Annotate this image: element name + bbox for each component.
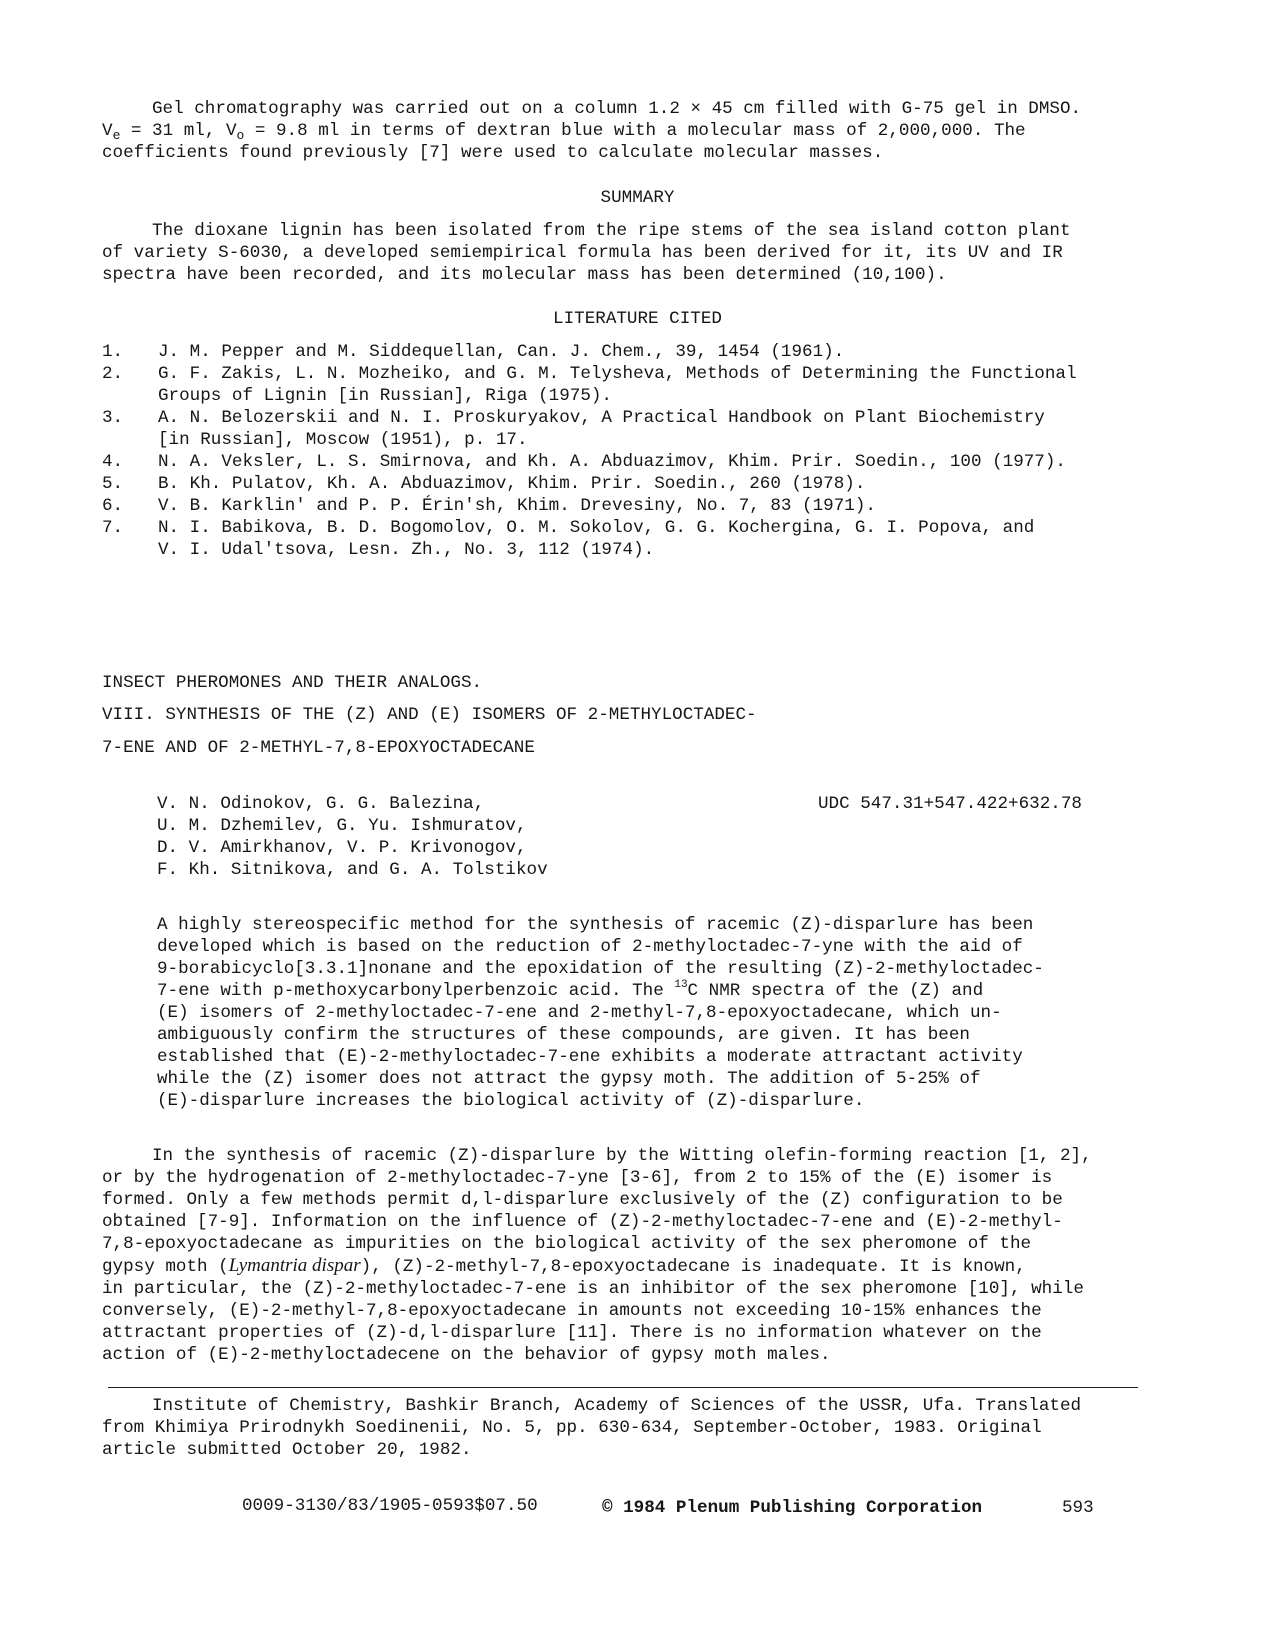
summary-heading: SUMMARY <box>600 188 675 208</box>
reference-7 <box>102 517 1142 561</box>
footnote: Institute of Chemistry, Bashkir Branch, Academy of Sciences of the USSR, Ufa. Translated from Khimiya Prirodnykh Soedinenii, No. 5, pp. 630-634, September-October, 1983. Original article submitted October 20, 1982. <box>102 1396 1082 1460</box>
footnote-divider <box>108 1387 1138 1388</box>
article-series-title: INSECT PHEROMONES AND THEIR ANALOGS. <box>102 673 483 693</box>
reference-text: N. I. Babikova, B. D. Bogomolov, O. M. Sokolov, G. G. Kochergina, G. I. Popova, and V. I. Udal'tsova, Lesn. Zh., No. 3, 112 (1974). <box>158 518 1035 560</box>
ve-symbol: V <box>102 121 113 141</box>
reference-number: 5. <box>102 474 124 494</box>
reference-number: 7. <box>102 518 124 538</box>
author-list: V. N. Odinokov, G. G. Balezina, U. M. Dzhemilev, G. Yu. Ishmuratov, D. V. Amirkhanov, V. P. Krivonogov, F. Kh. Sitnikova, and G. A. Tolstikov <box>157 794 548 880</box>
reference-number: 4. <box>102 452 124 472</box>
gel-line-1: Gel chromatography was carried out on a column 1.2 × 45 cm filled with G-75 gel in DMSO. <box>152 99 1082 119</box>
abstract <box>157 914 1147 1112</box>
reference-number: 6. <box>102 496 124 516</box>
reference-text: A. N. Belozerskii and N. I. Proskuryakov, A Practical Handbook on Plant Biochemistry [in Russian], Moscow (1951), p. 17. <box>158 408 1045 450</box>
reference-number: 2. <box>102 364 124 384</box>
gel-line-2 <box>102 120 1182 142</box>
reference-2 <box>102 363 1142 407</box>
reference-3 <box>102 407 1142 451</box>
footer-code: 0009-3130/83/1905-0593$07.50 <box>242 1496 538 1516</box>
body-text-part-2: ), (Z)-2-methyl-7,8-epoxyoctadecane is inadequate. It is known, in particular, the (Z)-2-methyloctadec-7-ene is an inhibitor of the sex pheromone [10], while conversely, (E)-2-methyl-7,8-epoxyoctadecane in amounts not exceeding 10-15% enhances the attractant properties of (Z)-d,l-disparlure [11]. There is no information whatever on the action of (E)-2-methyloctadecene on the behavior of gypsy moth males. <box>102 1257 1084 1365</box>
gel-paragraph <box>102 98 1182 164</box>
literature-heading: LITERATURE CITED <box>553 309 722 329</box>
reference-text: N. A. Veksler, L. S. Smirnova, and Kh. A. Abduazimov, Khim. Prir. Soedin., 100 (1977). <box>158 452 1066 472</box>
footer-copyright: © 1984 Plenum Publishing Corporation <box>602 1498 983 1518</box>
reference-5 <box>102 473 1142 495</box>
reference-6 <box>102 495 1142 517</box>
reference-4 <box>102 451 1142 473</box>
gel-line-3: coefficients found previously [7] were used to calculate molecular masses. <box>102 143 884 163</box>
ve-value: = 31 ml, V <box>120 121 237 141</box>
gel-line-2-rest: = 9.8 ml in terms of dextran blue with a molecular mass of 2,000,000. The <box>244 121 1026 141</box>
reference-text: J. M. Pepper and M. Siddequellan, Can. J. Chem., 39, 1454 (1961). <box>158 342 845 362</box>
species-name: Lymantria dispar <box>228 1255 361 1276</box>
body-paragraph <box>102 1145 1192 1366</box>
reference-text: G. F. Zakis, L. N. Mozheiko, and G. M. Telysheva, Methods of Determining the Functional Groups of Lignin [in Russian], Riga (1975). <box>158 364 1077 406</box>
reference-1 <box>102 341 1142 363</box>
abstract-text-part-2: C NMR spectra of the (Z) and (E) isomers of 2-methyloctadec-7-ene and 2-methyl-7,8-epoxyoctadecane, which un- ambiguously confirm the structures of these compounds, are given. It has been established that (E)-2-methyloctadec-7-ene exhibits a moderate attractant activity while the (Z) isomer does not attract the gypsy moth. The addition of 5-25% of (E)-disparlure increases the biological activity of (Z)-disparlure. <box>157 981 1023 1111</box>
article-title-line-1: VIII. SYNTHESIS OF THE (Z) AND (E) ISOMERS OF 2-METHYLOCTADEC- <box>102 705 757 725</box>
reference-text: V. B. Karklin' and P. P. Érin'sh, Khim. Drevesiny, No. 7, 83 (1971). <box>158 496 876 516</box>
ve-subscript: e <box>112 128 121 143</box>
v0-subscript: o <box>236 128 245 143</box>
isotope-superscript: 13 <box>674 979 688 991</box>
reference-text: B. Kh. Pulatov, Kh. A. Abduazimov, Khim. Prir. Soedin., 260 (1978). <box>158 474 866 494</box>
abstract-text-part-1: A highly stereospecific method for the synthesis of racemic (Z)-disparlure has been developed which is based on the reduction of 2-methyloctadec-7-yne with the aid of 9-borabicyclo[3.3.1]nonane and the epoxidation of the resulting (Z)-2-methyloctadec- 7-ene with p-methoxycarbonylperbenzoic acid. The <box>157 915 1044 1001</box>
reference-number: 3. <box>102 408 124 428</box>
article-title-line-2: 7-ENE AND OF 2-METHYL-7,8-EPOXYOCTADECANE <box>102 738 535 758</box>
page-number: 593 <box>1062 1498 1094 1518</box>
summary-text: The dioxane lignin has been isolated from the ripe stems of the sea island cotton plant of variety S-6030, a developed semiempirical formula has been derived for it, its UV and IR spectra have been recorded, and its molecular mass has been determined (10,100). <box>102 221 1071 285</box>
body-text-part-1: In the synthesis of racemic (Z)-disparlure by the Witting olefin-forming reaction [1, 2], or by the hydrogenation of 2-methyloctadec-7-yne [3-6], from 2 to 15% of the (E) isomer is formed. Only a few methods permit d,l-disparlure exclusively of the (Z) configuration to be obtained [7-9]. Information on the influence of (Z)-2-methyloctadec-7-ene and (E)-2-methyl- 7,8-epoxyoctadecane as impurities on the biological activity of the sex pheromone of the gypsy moth ( <box>102 1146 1092 1277</box>
reference-number: 1. <box>102 342 124 362</box>
udc-code: UDC 547.31+547.422+632.78 <box>818 794 1082 814</box>
